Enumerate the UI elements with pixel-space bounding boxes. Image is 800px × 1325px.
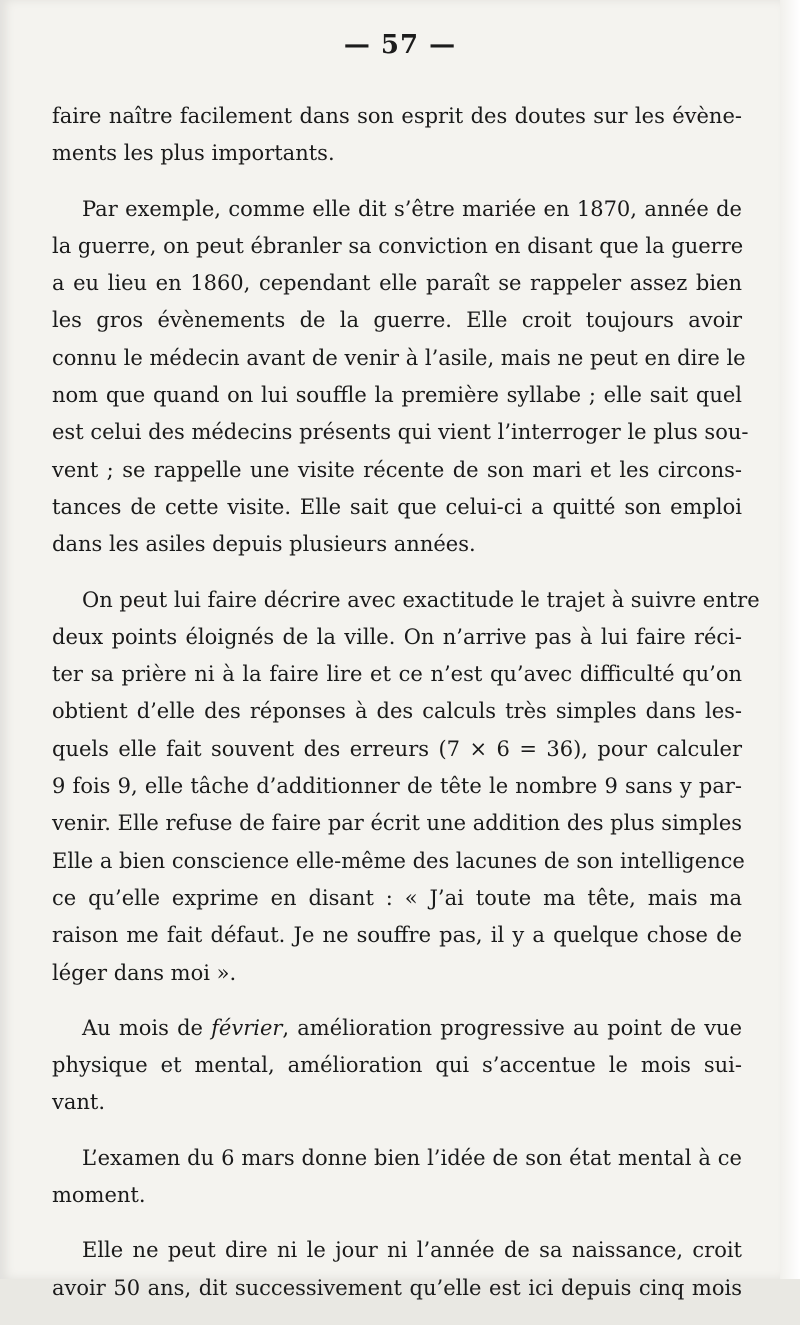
italic-word: février <box>211 1015 283 1040</box>
page-number: — 57 — <box>343 30 457 60</box>
text-line: est celui des médecins présents qui vient l’interroger le plus sou- <box>52 420 749 445</box>
text-line: L’examen du 6 mars donne bien l’idée de son état mental à ce <box>82 1145 742 1170</box>
text-line: léger dans moi ». <box>52 960 237 985</box>
text-line: connu le médecin avant de venir à l’asile, mais ne peut en dire le <box>52 345 746 370</box>
text-line: physique et mental, amélioration qui s’accentue le mois sui- <box>52 1053 742 1078</box>
text-line: Elle ne peut dire ni le jour ni l’année de sa naissance, croit <box>82 1238 742 1263</box>
text-line: dans les asiles depuis plusieurs années. <box>52 532 476 557</box>
text-line: vent ; se rappelle une visite récente de son mari et les circons- <box>52 457 742 482</box>
text-line: ter sa prière ni à la faire lire et ce n’est qu’avec difficulté qu’on <box>52 662 742 687</box>
text-line: raison me fait défaut. Je ne souffre pas, il y a quelque chose de <box>52 923 742 948</box>
text-line: On peut lui faire décrire avec exactitude le trajet à suivre entre <box>82 587 760 612</box>
body-text <box>52 98 760 1325</box>
text-line: venir. Elle refuse de faire par écrit une addition des plus simples <box>52 811 743 836</box>
text-line: vant. <box>52 1090 106 1115</box>
paragraph-4 <box>52 1010 742 1122</box>
text-line: moment. <box>52 1183 146 1208</box>
text-line: faire naître facilement dans son esprit des doutes sur les évène- <box>52 104 742 128</box>
paragraph-1 <box>52 98 742 173</box>
text-line: quels elle fait souvent des erreurs (7 × 6 = 36), pour calculer <box>52 736 742 761</box>
text-line: les gros évènements de la guerre. Elle croit toujours avoir <box>52 308 742 333</box>
text-line: la guerre, on peut ébranler sa conviction en disant que la guerre <box>52 233 744 258</box>
text-line: ce qu’elle exprime en disant : « J’ai toute ma tête, mais ma <box>52 885 742 910</box>
text-line: nom que quand on lui souffle la première syllabe ; elle sait quel <box>52 383 742 408</box>
text-line: obtient d’elle des réponses à des calculs très simples dans les- <box>52 699 742 724</box>
text-line: Au mois de février, amélioration progressive au point de vue <box>82 1015 743 1040</box>
paragraph-2 <box>52 191 749 564</box>
text-line: tances de cette visite. Elle sait que celui-ci a quitté son emploi <box>52 494 742 519</box>
text-line: a eu lieu en 1860, cependant elle paraît se rappeler assez bien <box>52 271 742 296</box>
text-line: ments les plus importants. <box>52 141 335 166</box>
text-line: Elle a bien conscience elle-même des lacunes de son intelligence <box>52 848 745 873</box>
text-line: avoir 50 ans, dit successivement qu’elle est ici depuis cinq mois <box>52 1275 742 1300</box>
paragraph-5 <box>52 1140 742 1215</box>
text-line: deux points éloignés de la ville. On n’arrive pas à lui faire réci- <box>52 624 742 649</box>
text-line: 9 fois 9, elle tâche d’additionner de tête le nombre 9 sans y par- <box>52 774 742 799</box>
paragraph-6 <box>52 1232 742 1307</box>
text-line: Par exemple, comme elle dit s’être mariée en 1870, année de <box>82 196 742 221</box>
paragraph-3 <box>52 582 760 992</box>
